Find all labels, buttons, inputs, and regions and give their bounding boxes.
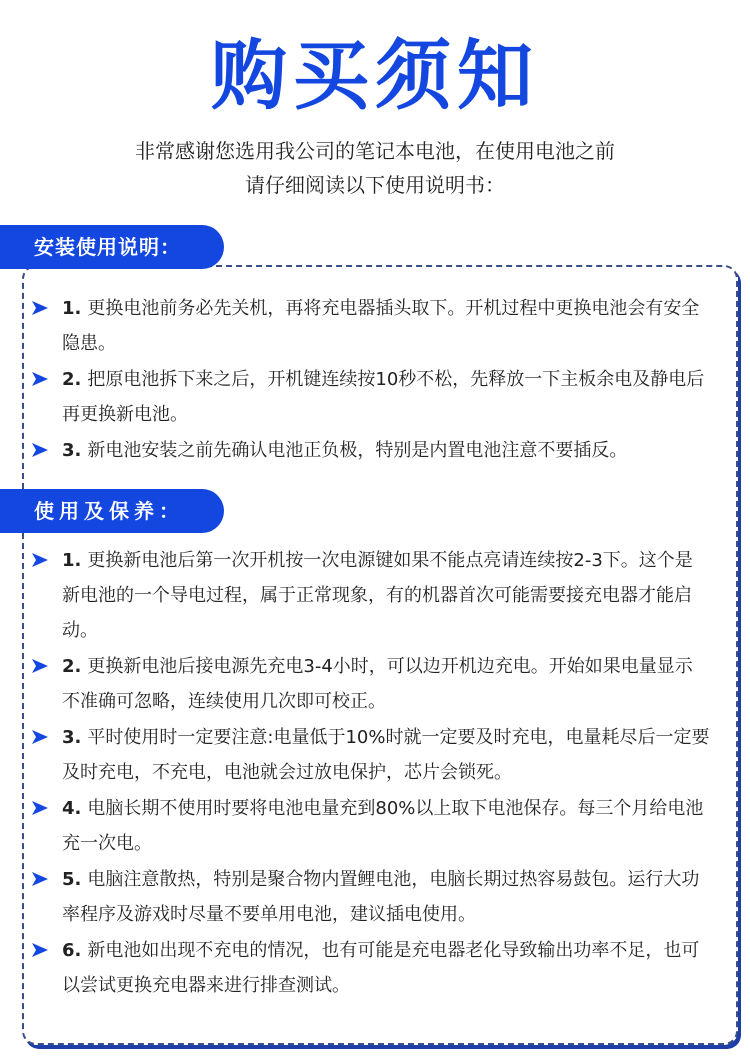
item-number: 2. xyxy=(62,656,82,677)
intro-text xyxy=(0,134,750,202)
item-number: 1. xyxy=(62,550,82,571)
item-text: 把原电池拆下来之后，开机键连续按10秒不松，先释放一下主板余电及静电后再更换新电池。 xyxy=(62,369,705,425)
arrow-bullet-icon xyxy=(32,801,48,815)
list-item xyxy=(30,649,710,719)
install-list xyxy=(30,291,710,469)
item-number: 1. xyxy=(62,298,82,319)
arrow-bullet-icon xyxy=(32,943,48,957)
arrow-bullet-icon xyxy=(32,659,48,673)
list-item xyxy=(30,791,710,861)
arrow-bullet-icon xyxy=(32,553,48,567)
list-item xyxy=(30,862,710,932)
arrow-bullet-icon xyxy=(32,872,48,886)
arrow-bullet-icon xyxy=(32,372,48,386)
item-number: 6. xyxy=(62,940,82,961)
intro-line-1: 非常感谢您选用我公司的笔记本电池，在使用电池之前 xyxy=(135,139,615,163)
arrow-bullet-icon xyxy=(32,730,48,744)
item-text: 更换电池前务必先关机，再将充电器插头取下。开机过程中更换电池会有安全隐患。 xyxy=(62,298,700,354)
item-text: 新电池安装之前先确认电池正负极，特别是内置电池注意不要插反。 xyxy=(87,440,628,461)
item-number: 4. xyxy=(62,798,82,819)
list-item xyxy=(30,291,710,361)
usage-list xyxy=(30,543,710,1004)
item-number: 3. xyxy=(62,440,82,461)
list-item xyxy=(30,543,710,648)
item-number: 5. xyxy=(62,869,82,890)
page-title: 购买须知 xyxy=(211,31,539,120)
install-section-heading: 安装使用说明： xyxy=(0,225,224,269)
item-number: 3. xyxy=(62,727,82,748)
list-item xyxy=(30,362,710,432)
list-item xyxy=(30,433,710,468)
item-number: 2. xyxy=(62,369,82,390)
item-text: 电脑注意散热，特别是聚合物内置鲤电池，电脑长期过热容易鼓包。运行大功率程序及游戏时尽量不要单用电池，建议插电使用。 xyxy=(62,869,700,925)
item-text: 电脑长期不使用时要将电池电量充到80%以上取下电池保存。每三个月给电池充一次电。 xyxy=(62,798,704,854)
item-text: 新电池如出现不充电的情况，也有可能是充电器老化导致输出功率不足，也可以尝试更换充电器来进行排查测试。 xyxy=(62,940,700,996)
arrow-bullet-icon xyxy=(32,443,48,457)
item-text: 更换新电池后第一次开机按一次电源键如果不能点亮请连续按2-3下。这个是新电池的一个导电过程，属于正常现象，有的机器首次可能需要接充电器才能启动。 xyxy=(62,550,693,641)
item-text: 更换新电池后接电源先充电3-4小时，可以边开机边充电。开始如果电量显示不准确可忽略，连续使用几次即可校正。 xyxy=(62,656,693,712)
list-item xyxy=(30,933,710,1003)
list-item xyxy=(30,720,710,790)
usage-section-heading: 使用及保养： xyxy=(0,489,224,533)
arrow-bullet-icon xyxy=(32,301,48,315)
intro-line-2: 请仔细阅读以下使用说明书： xyxy=(245,173,505,197)
item-text: 平时使用时一定要注意:电量低于10%时就一定要及时充电，电量耗尽后一定要及时充电，不充电，电池就会过放电保护，芯片会锁死。 xyxy=(62,727,710,783)
